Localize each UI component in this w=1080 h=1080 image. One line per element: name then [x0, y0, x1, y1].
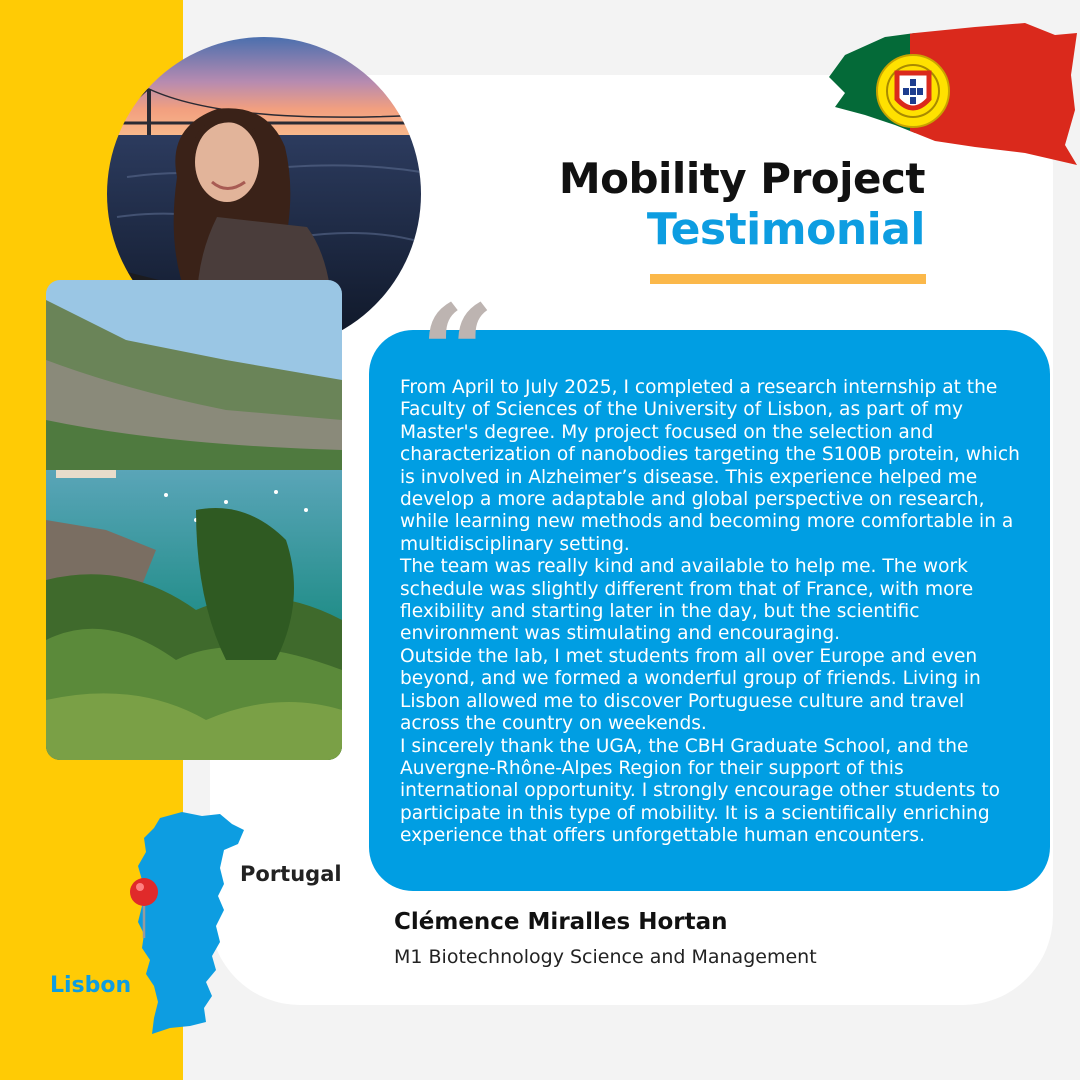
title-line-2: Testimonial [646, 204, 925, 255]
arrabida-landscape-photo [46, 280, 342, 760]
city-label: Lisbon [50, 973, 132, 998]
quote-mark-icon: “ [420, 276, 495, 429]
author-program: M1 Biotechnology Science and Management [394, 946, 817, 968]
testimonial-paragraph-2: The team was really kind and available to help me. The work schedule was slightly different from that of France, with more flexibility and starting later in the day, but the scientific environment was stimulating and encouraging. [400, 556, 974, 645]
testimonial-paragraph-1: From April to July 2025, I completed a research internship at the Faculty of Sciences of the University of Lisbon, as part of my Master's degree. My project focused on the selection and characterization of nanobodies targeting the S100B protein, which is involved in Alzheimer’s disease. This experience helped me develop a more adaptable and global perspective on research, while learning new methods and becoming more comfortable in a multidisciplinary setting. [400, 377, 1020, 555]
country-label: Portugal [240, 862, 342, 886]
portugal-flag-icon [825, 15, 1077, 165]
title-underline [650, 274, 926, 284]
title-line-1: Mobility Project [558, 154, 925, 203]
testimonial-text [400, 377, 1020, 848]
testimonial-paragraph-4: I sincerely thank the UGA, the CBH Graduate School, and the Auvergne-Rhône-Alpes Region for their support of this international opportunity. I strongly encourage other students to participate in this type of mobility. It is a scientifically enriching experience that offers unforgettable human encounters. [400, 735, 1000, 847]
testimonial-paragraph-3: Outside the lab, I met students from all over Europe and even beyond, and we formed a wonderful group of friends. Living in Lisbon allowed me to discover Portuguese culture and travel across the country on weekends. [400, 645, 981, 735]
author-name: Clémence Miralles Hortan [394, 909, 728, 935]
map-pin-icon [130, 878, 158, 906]
portugal-map-icon [120, 810, 250, 1038]
